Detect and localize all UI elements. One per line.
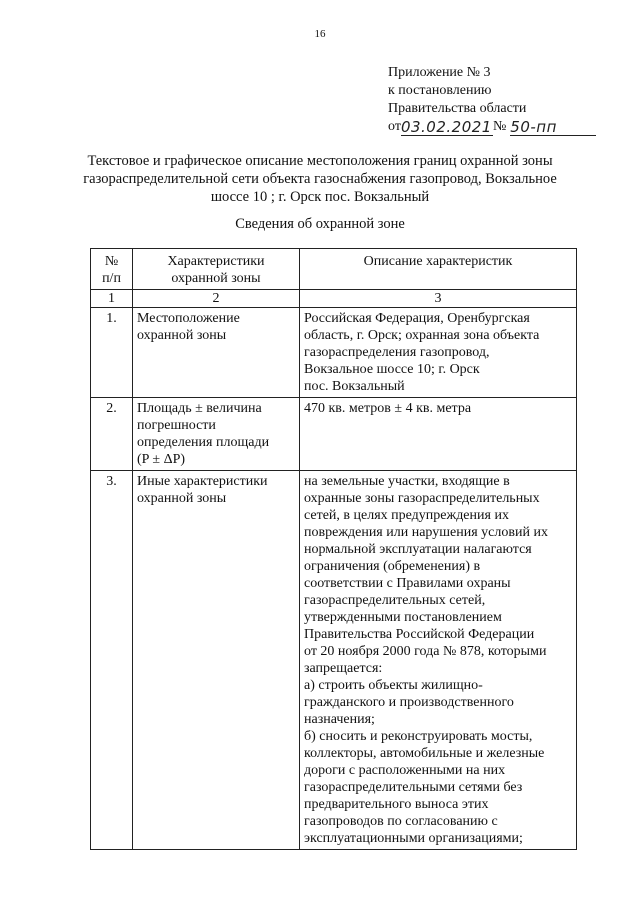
row-description: Российская Федерация, Оренбургская область, г. Орск; охранная зона объекта газораспределения газопровод, Вокзальное шоссе 10; г. Орск пос. Вокзальный [300, 308, 577, 398]
page-number: 16 [314, 28, 326, 40]
header-characteristic: Характеристики охранной зоны [133, 249, 300, 290]
table-row [91, 471, 577, 850]
document-title: Текстовое и графическое описание местоположения границ охранной зоны газораспределительной сети объекта газоснабжения газопровод, Вокзальное шоссе 10 ; г. Орск пос. Вокзальный [83, 153, 557, 205]
row-number: 2. [91, 398, 133, 471]
table-index-row [91, 290, 577, 308]
row-characteristic: Иные характеристики охранной зоны [133, 471, 300, 850]
row-characteristic: Площадь ± величина погрешности определения площади (P ± ΔP) [133, 398, 300, 471]
section-subtitle: Сведения об охранной зоне [235, 216, 405, 232]
table-row [91, 398, 577, 471]
appendix-government: Правительства области [388, 101, 527, 116]
appendix-title: Приложение № 3 [388, 65, 491, 80]
header-number: № п/п [91, 249, 133, 290]
appendix-date-number-line [388, 118, 596, 136]
handwritten-date: 03.02.2021 [400, 118, 492, 136]
appendix-header [388, 64, 596, 136]
number-sign: № [492, 119, 507, 134]
table-header-row [91, 249, 577, 290]
row-description: на земельные участки, входящие в охранные зоны газораспределительных сетей, в целях предупреждения их повреждения или нарушения условий их нормальной эксплуатации налагаются ограничения (обременения) в соответствии с Правилами охраны газораспределительных сетей, утвержденными постановлением Правительства Российской Федерации от 20 ноября 2000 года № 878, которыми запрещается: а) строить объекты жилищно- гражданского и производственного назначения; б) сносить и реконструировать мосты, коллекторы, автомобильные и железные дороги с расположенными на них газораспределительными сетями без предварительного выноса этих газопроводов по согласованию с эксплуатационными организациями; [300, 471, 577, 850]
table-row [91, 308, 577, 398]
row-number: 3. [91, 471, 133, 850]
header-description: Описание характеристик [300, 249, 577, 290]
handwritten-number: 50-пп [510, 119, 596, 136]
index-cell: 2 [133, 290, 300, 308]
row-number: 1. [91, 308, 133, 398]
row-characteristic: Местоположение охранной зоны [133, 308, 300, 398]
date-prefix: от [388, 119, 401, 134]
appendix-to-resolution: к постановлению [388, 83, 492, 98]
zone-info-table [90, 248, 577, 850]
index-cell: 1 [91, 290, 133, 308]
row-description: 470 кв. метров ± 4 кв. метра [300, 398, 577, 471]
index-cell: 3 [300, 290, 577, 308]
